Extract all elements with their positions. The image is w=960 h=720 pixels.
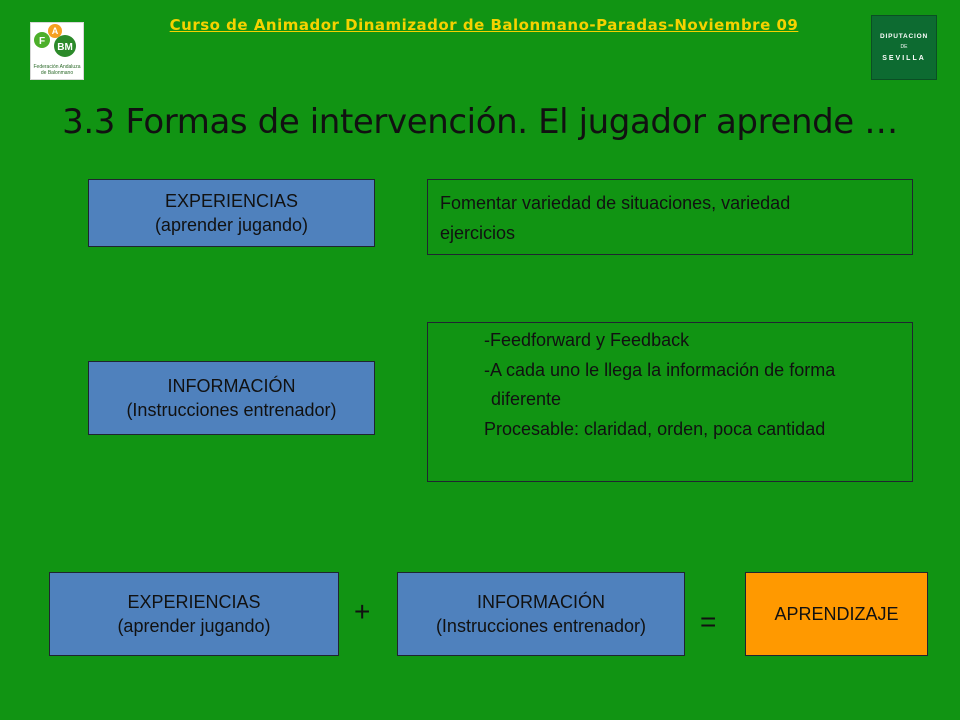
- logo-letter-f: F: [38, 36, 46, 47]
- logo-letter-bm: BM: [57, 42, 73, 53]
- diputacion-logo-mark: [872, 16, 936, 79]
- equation-experiencias-box: [49, 572, 339, 656]
- equation-informacion-box: [397, 572, 685, 656]
- equation-informacion-line2: (Instrucciones entrenador): [435, 616, 647, 636]
- logo-caption-1: Federación Andaluza: [33, 64, 81, 70]
- course-header: Curso de Animador Dinamizador de Balonmano-Paradas-Noviembre 09: [169, 16, 799, 34]
- federation-logo: [30, 22, 84, 80]
- experiencias-label-line2: (aprender jugando): [154, 215, 309, 235]
- logo-sevilla-text: SEVILLA: [882, 55, 926, 62]
- equation-informacion-line1: INFORMACIÓN: [477, 592, 605, 612]
- informacion-bullet-procesable: Procesable: claridad, orden, poca cantidad: [484, 419, 826, 439]
- experiencias-description-box: [427, 179, 913, 255]
- informacion-label-line1: INFORMACIÓN: [167, 376, 296, 396]
- experiencias-description-line1: Fomentar variedad de situaciones, variedad: [440, 193, 791, 213]
- informacion-bullet-cada-uno: -A cada uno le llega la información de forma: [484, 360, 836, 380]
- equals-operator: =: [700, 606, 717, 637]
- experiencias-description-line2: ejercicios: [440, 223, 516, 243]
- aprendizaje-result-label: APRENDIZAJE: [774, 604, 899, 624]
- informacion-label-line2: (Instrucciones entrenador): [126, 400, 337, 420]
- plus-operator: +: [354, 596, 371, 627]
- experiencias-label-box: [88, 179, 375, 247]
- informacion-label-box: [88, 361, 375, 435]
- informacion-bullet-diferente: diferente: [486, 389, 562, 409]
- page-title: 3.3 Formas de intervención. El jugador aprende …: [62, 102, 898, 142]
- diputacion-logo: [871, 15, 937, 80]
- experiencias-label-line1: EXPERIENCIAS: [164, 191, 299, 211]
- logo-diputacion-text: DIPUTACION: [880, 33, 928, 40]
- aprendizaje-result-box: [745, 572, 928, 656]
- equation-experiencias-line2: (aprender jugando): [117, 616, 271, 636]
- federation-logo-mark: [31, 23, 83, 79]
- equation-experiencias-line1: EXPERIENCIAS: [127, 592, 261, 612]
- logo-de-text: DE: [900, 44, 908, 50]
- informacion-bullet-feedforward: -Feedforward y Feedback: [484, 330, 690, 350]
- logo-letter-a: A: [51, 26, 59, 36]
- logo-caption-2: de Balonmano: [40, 70, 74, 76]
